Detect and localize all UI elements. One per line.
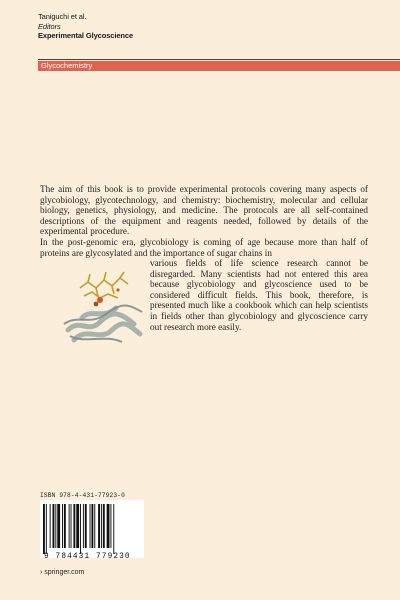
protein-structure-image xyxy=(60,268,146,348)
book-title: Experimental Glycoscience xyxy=(38,31,134,40)
book-subtitle: Glycochemistry xyxy=(41,61,93,70)
description-paragraph-1: The aim of this book is to provide experimental protocols covering many aspects of glycobiology, glycotechnology, and chemistry: biochemistry, molecular and cellular biology, genetics, physiology, and medicine. The protocols are all self-contained descriptions of the equipment and reagents needed, followed by details of the experimental procedure. xyxy=(40,184,368,237)
description-paragraph-2-intro: In the post-genomic era, glycobiology is coming of age because more than half of proteins are glycosylated and the importance of sugar chains in xyxy=(40,237,368,258)
description-paragraph-2-wrapped: various fields of life science research cannot be disregarded. Many scientists had not entered this area because glycobiology and glycoscience used to be considered difficult fields. This book, therefore, is presented much like a cookbook which can help scientists in fields other than glycobiology and glycoscience carry out research more easily. xyxy=(150,258,368,332)
publisher-website: › springer.com xyxy=(40,569,85,576)
barcode-image xyxy=(40,500,144,558)
editors-role: Editors xyxy=(38,21,61,31)
book-header xyxy=(38,12,400,41)
header-rule xyxy=(38,59,400,60)
isbn-label: ISBN 978-4-431-77923-0 xyxy=(40,492,125,499)
author-line: Taniguchi et al. xyxy=(38,12,87,21)
barcode-number: 9 784431 779230 xyxy=(44,553,131,561)
subtitle-band xyxy=(38,61,400,71)
